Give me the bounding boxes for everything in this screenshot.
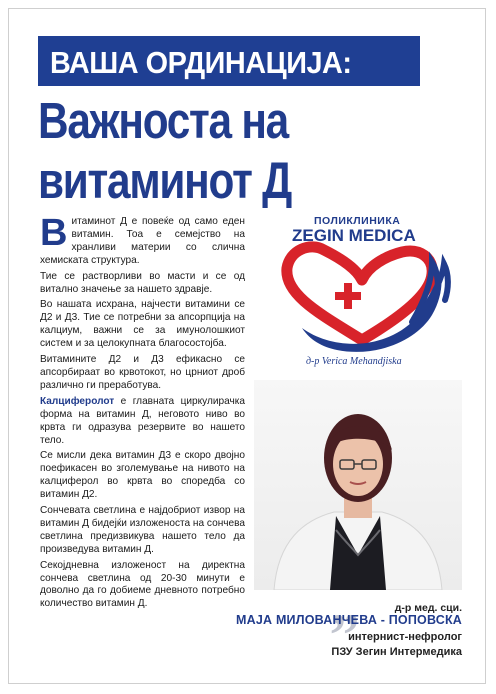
- paragraph-8: Секојдневна изложеност на директна сончева светлина од 20-30 минути е доволно да го добиеме дневното потребно количество витамин Д.: [40, 559, 245, 610]
- section-banner: [38, 36, 420, 86]
- paragraph-4: Витамините Д2 и Д3 ефикасно се апсорбираат во крвотокот, но црниот дроб различно ги преработува.: [40, 354, 245, 391]
- logo-name-part1: ZEGIN: [292, 226, 344, 245]
- paragraph-1: [40, 212, 245, 268]
- headline-line-2: витаминот Д: [38, 152, 291, 209]
- logo-signature: д-р Verica Mehandjiska: [306, 356, 402, 367]
- paragraph-6: Се мисли дека витамин Д3 е скоро двојно поефикасен во зголемување на нивото на калциферол во крвта во споредба со витамин Д2.: [40, 450, 245, 501]
- drop-cap: В: [40, 212, 68, 254]
- portrait-illustration: [254, 380, 462, 590]
- cross-bar-vertical: [344, 283, 352, 309]
- quote-mark-icon: „: [330, 571, 360, 637]
- logo-subtitle: ПОЛИКЛИНИКА: [314, 215, 401, 227]
- doctor-organization: ПЗУ Зегин Интермедика: [331, 646, 462, 658]
- article-body: [40, 212, 246, 614]
- paragraph-2: Тие се растворливи во масти и се од витално значење за нашето здравје.: [40, 270, 245, 295]
- doctor-specialty: интернист-нефролог: [348, 631, 462, 643]
- paragraph-7: Сончевата светлина е најдобриот извор на витамин Д бидејќи изложеноста на сончева светлина предизвикува нашето тело да произведува витамин Д.: [40, 505, 246, 555]
- doctor-portrait: [254, 380, 462, 590]
- headline-line-1: Важноста на: [38, 92, 288, 149]
- heart-hands-icon: [262, 200, 462, 375]
- highlight-term: Калциферолот: [40, 395, 115, 407]
- paragraph-5-text: е главната циркулирачка форма на витамин Д, неговото ниво во крвта ги одразува резервите во нашето тело.: [40, 395, 245, 446]
- paragraph-1-text: итаминот Д е повеќе од само еден витамин. Тоа е семејство на хранливи материи со слична хемиската структура.: [40, 216, 245, 266]
- paragraph-3: Во нашата исхрана, најчести витамини се Д2 и Д3. Тие се потребни за апсорпција на калциум, важни се за имунолошкиот систем и за целокупната благосостојба.: [40, 299, 245, 350]
- clinic-logo: [262, 200, 462, 375]
- doctor-title: д-р мед. сци.: [394, 602, 462, 614]
- doctor-name: МАЈА МИЛОВАНЧЕВА - ПОПОВСКА: [236, 613, 462, 627]
- logo-name-part2: MEDICA: [343, 226, 416, 245]
- section-label: ВАША ОРДИНАЦИЈА:: [50, 45, 352, 80]
- paragraph-5: [40, 396, 245, 448]
